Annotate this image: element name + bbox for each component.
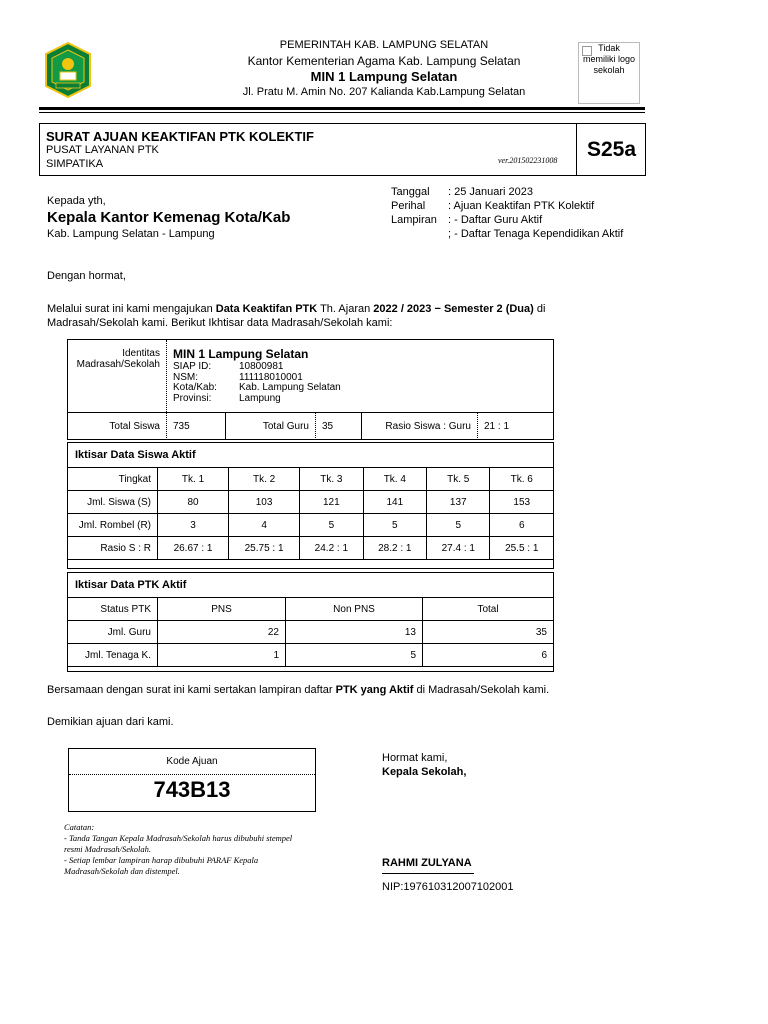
identity-totals-row [68, 412, 553, 440]
siswa-header-row [68, 468, 554, 491]
catatan-line: - Setiap lembar lampiran harap dibubuhi PARAF Kepala [64, 855, 259, 865]
total-guru-label: Total Guru [262, 421, 309, 432]
ptk-cell: 13 [286, 621, 423, 644]
ptk-cell: 5 [286, 644, 423, 667]
greeting: Dengan hormat, [47, 270, 126, 282]
paragraph-1-c: Th. Ajaran [317, 303, 374, 315]
table-row [68, 644, 554, 667]
total-siswa-value-cell [167, 413, 226, 440]
signature-closing: Hormat kami, [382, 752, 448, 764]
meta-lampiran-label: Lampiran [391, 214, 437, 226]
identity-key: NSM: [173, 371, 198, 383]
ptk-header-cell: Status PTK [68, 598, 158, 621]
meta-lampiran-value-2: ; - Daftar Tenaga Kependidikan Aktif [448, 228, 624, 240]
kop-line-2: Kantor Kementerian Agama Kab. Lampung Selatan [247, 54, 521, 68]
paragraph-1 [47, 303, 545, 315]
identity-key: Provinsi: [173, 392, 212, 404]
meta-tanggal-value: : 25 Januari 2023 [448, 186, 534, 198]
paragraph-1-d: 2022 / 2023 − Semester 2 (Dua) [373, 303, 534, 315]
siswa-cell: 5 [300, 514, 363, 537]
rasio-label: Rasio Siswa : Guru [385, 421, 471, 432]
identity-value: 111118010001 [239, 371, 303, 383]
ptk-row-label: Jml. Guru [68, 621, 158, 644]
paragraph-2 [47, 684, 549, 696]
table-row [68, 537, 554, 560]
catatan-title: Catatan: [64, 822, 95, 832]
siswa-cell: 25.5 : 1 [490, 537, 554, 560]
kop-address: Jl. Pratu M. Amin No. 207 Kalianda Kab.Lampung Selatan [242, 86, 526, 98]
total-guru-label-cell [226, 413, 316, 440]
logo-sekolah-alt: Tidak memiliki logo sekolah [582, 43, 635, 75]
total-siswa-label-cell [68, 413, 167, 440]
siswa-row-label: Rasio S : R [68, 537, 158, 560]
siswa-header-cell: Tingkat [68, 468, 158, 491]
paragraph-3: Demikian ajuan dari kami. [47, 716, 174, 728]
identity-box [67, 339, 554, 440]
total-siswa-value: 735 [173, 421, 190, 432]
siswa-cell: 5 [363, 514, 426, 537]
rasio-label-cell [362, 413, 478, 440]
kode-ajuan-label-cell [69, 749, 315, 775]
siswa-cell: 121 [300, 491, 363, 514]
siswa-cell: 153 [490, 491, 554, 514]
doc-subtitle: PUSAT LAYANAN PTK [46, 144, 159, 156]
table-row [68, 621, 554, 644]
siswa-header-cell: Tk. 3 [300, 468, 363, 491]
catatan-line: Madrasah/Sekolah dan distempel. [64, 866, 180, 876]
meta-perihal-value: : Ajuan Keaktifan PTK Kolektif [448, 200, 595, 212]
ptk-title: Iktisar Data PTK Aktif [75, 579, 187, 591]
identity-value: Lampung [239, 392, 281, 404]
siswa-header-cell: Tk. 2 [229, 468, 300, 491]
meta-perihal-label: Perihal [391, 200, 426, 212]
siswa-cell: 137 [427, 491, 490, 514]
ptk-header-cell: Total [423, 598, 554, 621]
identity-value: 10800981 [239, 361, 284, 372]
siswa-header-cell: Tk. 5 [427, 468, 490, 491]
siswa-table [67, 467, 554, 560]
siswa-header-cell: Tk. 6 [490, 468, 554, 491]
siswa-section [67, 442, 554, 569]
siswa-cell: 80 [158, 491, 229, 514]
rasio-value: 21 : 1 [484, 421, 510, 432]
siswa-header-cell: Tk. 1 [158, 468, 229, 491]
table-row [68, 491, 554, 514]
paragraph-2-c: di Madrasah/Sekolah kami. [413, 684, 550, 696]
recipient-address: Kab. Lampung Selatan - Lampung [47, 228, 215, 240]
siswa-cell: 24.2 : 1 [300, 537, 363, 560]
ptk-section [67, 572, 554, 672]
doc-code: S25a [586, 137, 637, 161]
meta-lampiran-value-1: : - Daftar Guru Aktif [448, 214, 543, 226]
signature-underline [382, 873, 474, 874]
ptk-cell: 1 [158, 644, 286, 667]
siswa-cell: 141 [363, 491, 426, 514]
signature-role: Kepala Sekolah, [382, 766, 467, 778]
siswa-cell: 4 [229, 514, 300, 537]
siswa-cell: 5 [427, 514, 490, 537]
ptk-cell: 6 [423, 644, 554, 667]
identity-label: Identitas Madrasah/Sekolah [76, 348, 160, 370]
siswa-cell: 6 [490, 514, 554, 537]
siswa-cell: 27.4 : 1 [427, 537, 490, 560]
rasio-value-cell [478, 413, 553, 440]
identity-details [173, 362, 341, 404]
siswa-row-label: Jml. Siswa (S) [68, 491, 158, 514]
paragraph-1-a: Melalui surat ini kami mengajukan [47, 303, 216, 315]
siswa-cell: 28.2 : 1 [363, 537, 426, 560]
doc-version: ver.201502231008 [498, 156, 558, 165]
paragraph-2-a: Bersamaan dengan surat ini kami sertakan lampiran daftar [47, 684, 336, 696]
siswa-row-label: Jml. Rombel (R) [68, 514, 158, 537]
identity-label-cell [68, 340, 167, 412]
catatan-line: resmi Madrasah/Sekolah. [64, 844, 152, 854]
title-box [39, 123, 646, 176]
paragraph-2-b: PTK yang Aktif [335, 684, 414, 696]
siswa-cell: 26.67 : 1 [158, 537, 229, 560]
signature-nip: NIP:197610312007102001 [382, 881, 514, 893]
catatan-block [64, 822, 292, 877]
kop-divider-thick [39, 107, 645, 110]
catatan-line: - Tanda Tangan Kepala Madrasah/Sekolah harus dibubuhi stempel [64, 833, 293, 843]
paragraph-1-e: di [533, 303, 546, 315]
ptk-row-label: Jml. Tenaga K. [68, 644, 158, 667]
meta-tanggal-label: Tanggal [391, 186, 430, 198]
siswa-title: Iktisar Data Siswa Aktif [75, 449, 196, 461]
siswa-cell: 3 [158, 514, 229, 537]
ptk-cell: 35 [423, 621, 554, 644]
total-guru-value: 35 [322, 421, 334, 432]
table-row [68, 514, 554, 537]
kode-ajuan-box [68, 748, 316, 812]
paragraph-1-b: Data Keaktifan PTK [215, 303, 318, 315]
doc-system: SIMPATIKA [46, 158, 104, 170]
paragraph-1-line-2: Madrasah/Sekolah kami. Berikut Ikhtisar data Madrasah/Sekolah kami: [47, 317, 393, 329]
total-siswa-label: Total Siswa [109, 421, 160, 432]
recipient-kepada: Kepada yth, [47, 195, 106, 207]
kop-line-1: PEMERINTAH KAB. LAMPUNG SELATAN [279, 39, 489, 51]
doc-title: SURAT AJUAN KEAKTIFAN PTK KOLEKTIF [46, 129, 314, 144]
kode-ajuan-value: 743B13 [153, 777, 231, 802]
ptk-header-row [68, 598, 554, 621]
identity-row-provinsi [173, 394, 341, 405]
siswa-header-cell: Tk. 4 [363, 468, 426, 491]
ptk-header-cell: PNS [158, 598, 286, 621]
doc-code-cell [576, 124, 646, 175]
logo-sekolah-placeholder [578, 42, 640, 104]
kode-ajuan-label: Kode Ajuan [166, 756, 218, 767]
kop-divider-thin [39, 112, 645, 113]
siswa-cell: 103 [229, 491, 300, 514]
identity-value: Kab. Lampung Selatan [239, 382, 341, 393]
recipient-name: Kepala Kantor Kemenag Kota/Kab [47, 209, 291, 226]
ptk-cell: 22 [158, 621, 286, 644]
siswa-cell: 25.75 : 1 [229, 537, 300, 560]
identity-key: Kota/Kab: [173, 382, 217, 393]
ptk-header-cell: Non PNS [286, 598, 423, 621]
kop-school-name: MIN 1 Lampung Selatan [310, 69, 458, 84]
total-guru-value-cell [316, 413, 362, 440]
ptk-table [67, 597, 554, 667]
identity-key: SIAP ID: [173, 361, 212, 372]
signature-name: RAHMI ZULYANA [382, 857, 472, 869]
identity-school-name: MIN 1 Lampung Selatan [173, 347, 309, 361]
